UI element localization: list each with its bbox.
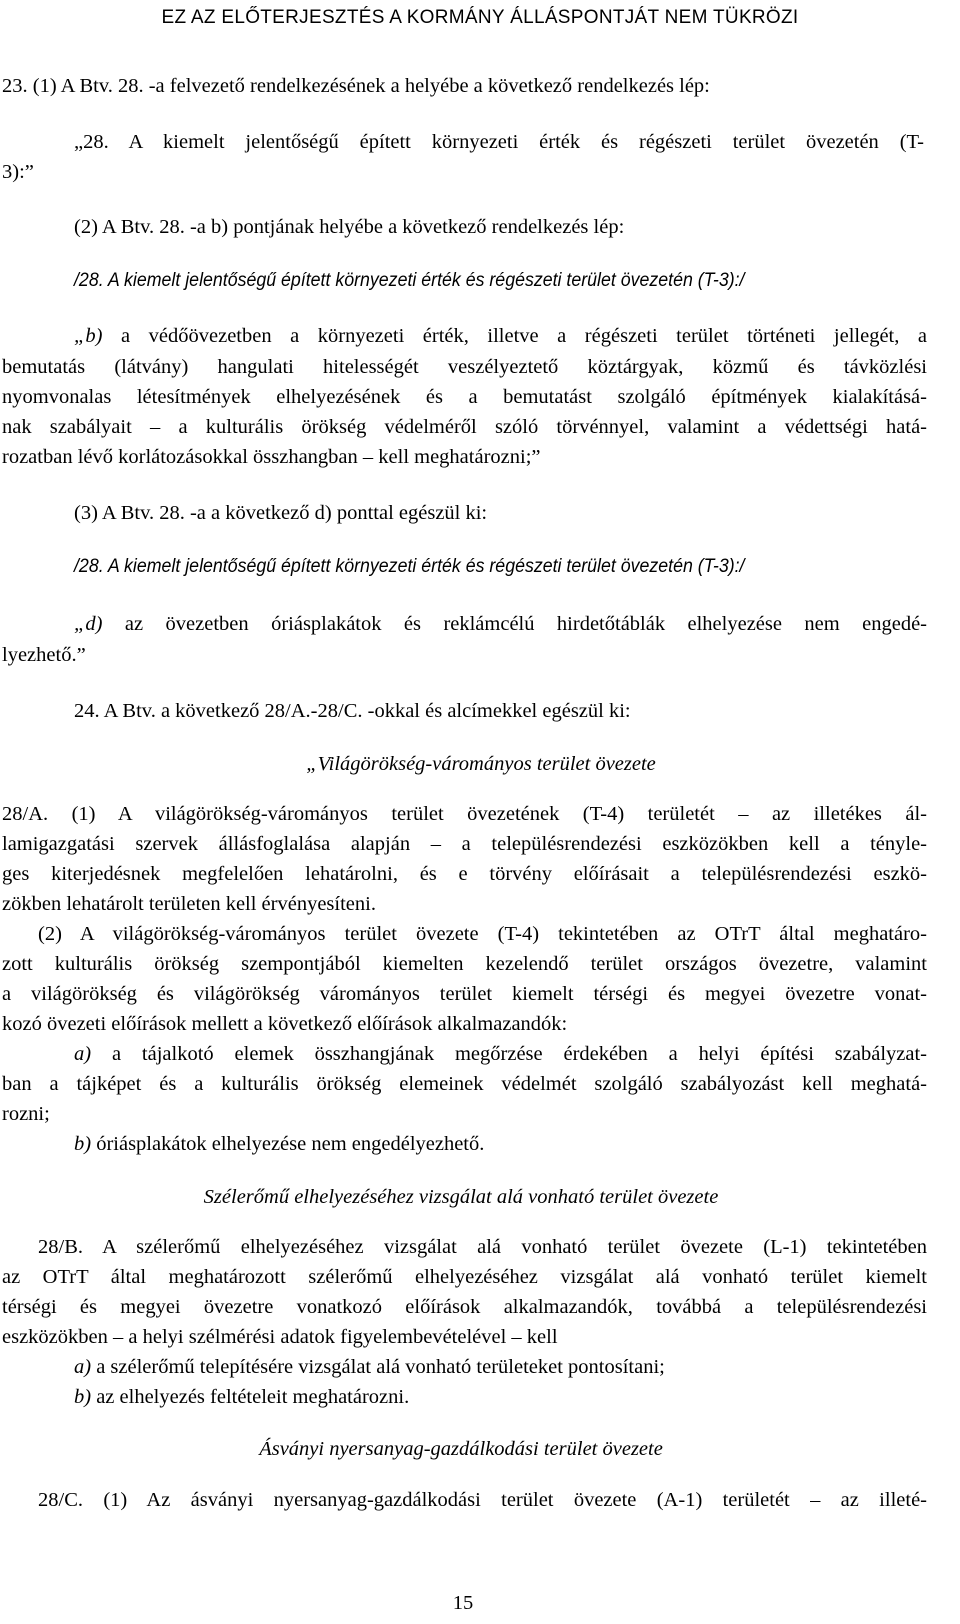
point-b-text: a védőövezetben a környezeti érték, illetve a régészeti terület történeti jellegét, a — [121, 325, 927, 347]
item-28b-b-label: b) — [74, 1386, 92, 1408]
section-28a-line4: zökben lehatárolt területen kell érvényesíteni. — [2, 893, 376, 915]
item-a-line3: rozni; — [2, 1103, 50, 1125]
point-d-line1 — [74, 614, 927, 635]
item-28b-a-label: a) — [74, 1356, 92, 1378]
paragraph-23-1: 23. (1) A Btv. 28. -a felvezető rendelkezésének a helyébe a következő rendelkezés lép: — [2, 75, 710, 97]
item-a-label: a) — [74, 1043, 92, 1065]
context-line-1: /28. A kiemelt jelentőségű épített környezeti érték és régészeti terület övezetén (T-3):/ — [74, 270, 745, 291]
quote-28-line2: 3):” — [2, 161, 34, 183]
section-28a-2-line4: kozó övezeti előírások mellett a következő előírások alkalmazandók: — [2, 1013, 568, 1035]
subtitle-world-heritage: „Világörökség-várományos terület övezete — [306, 753, 656, 775]
point-d-text: az övezetben óriásplakátok és reklámcélú hirdetőtáblák elhelyezése nem engedé- — [124, 613, 927, 635]
item-28b-a-text: a szélerőmű telepítésére vizsgálat alá vonható területeket pontosítani; — [96, 1356, 665, 1378]
section-28a-2-line2: zott kulturális örökség szempontjából kiemelten kezelendő terület országos övezetre, valamint — [2, 953, 927, 975]
item-b-label: b) — [74, 1133, 92, 1155]
quote-28-line1: „28. A kiemelt jelentőségű épített környezeti érték és régészeti terület övezetén (T- — [74, 131, 924, 153]
point-b-line4: nak szabályait – a kulturális örökség védelméről szóló törvénnyel, valamint a védettségi hatá- — [2, 416, 927, 438]
point-b-line5: rozatban lévő korlátozásokkal összhangban – kell meghatározni;” — [2, 446, 541, 468]
item-28b-b — [74, 1387, 409, 1408]
item-b-text: óriásplakátok elhelyezése nem engedélyezhető. — [96, 1133, 485, 1155]
point-b-line2: bemutatás (látvány) hangulati hitelességét veszélyeztető köztárgyak, közmű és távközlési — [2, 356, 927, 378]
section-28a-line2: lamigazgatási szervek állásfoglalása alapján – a településrendezési eszközökben kell a tényle- — [2, 833, 927, 855]
section-28a-line3: ges kiterjedésnek megfelelően lehatárolni, és e törvény előírásait a településrendezési eszkö- — [2, 863, 927, 885]
section-28b-line3: térségi és megyei övezetre vonatkozó előírások alkalmazandók, továbbá a településrendezési — [2, 1296, 927, 1318]
item-a-line1 — [74, 1044, 927, 1065]
point-d-label: „d) — [74, 613, 103, 635]
paragraph-23-3: (3) A Btv. 28. -a a következő d) ponttal egészül ki: — [74, 502, 488, 524]
section-28a-2-line1: (2) A világörökség-várományos terület övezete (T-4) tekintetében az OTrT által meghatáro- — [38, 923, 927, 945]
page-header: EZ AZ ELŐTERJESZTÉS A KORMÁNY ÁLLÁSPONTJÁT NEM TÜKRÖZI — [161, 7, 799, 28]
point-b-line1 — [74, 326, 927, 347]
item-28b-a — [74, 1357, 665, 1378]
context-line-2: /28. A kiemelt jelentőségű épített környezeti érték és régészeti terület övezetén (T-3):/ — [74, 556, 745, 577]
item-b-line1 — [74, 1134, 484, 1155]
item-28b-b-text: az elhelyezés feltételeit meghatározni. — [96, 1386, 410, 1408]
subtitle-mineral-resources: Ásványi nyersanyag-gazdálkodási terület övezete — [259, 1438, 663, 1460]
point-b-label: „b) — [74, 325, 103, 347]
item-a-line2: ban a tájképet és a kulturális örökség elemeinek védelmét szolgáló szabályozást kell meghatá- — [2, 1073, 927, 1095]
section-28c-line1: 28/C. (1) Az ásványi nyersanyag-gazdálkodási terület övezete (A-1) területét – az illeté- — [38, 1489, 927, 1511]
point-b-line3: nyomvonalas létesítmények elhelyezésének és a bemutatást szolgáló építmények kialakításá- — [2, 386, 927, 408]
section-28b-line4: eszközökben – a helyi szélmérési adatok figyelembevételével – kell — [2, 1326, 558, 1348]
subtitle-wind-turbine: Szélerőmű elhelyezéséhez vizsgálat alá vonható terület övezete — [203, 1186, 719, 1208]
item-a-text: a tájalkotó elemek összhangjának megőrzése érdekében a helyi építési szabályzat- — [111, 1043, 927, 1065]
point-d-line2: lyezhető.” — [2, 644, 86, 666]
section-28a-line1: 28/A. (1) A világörökség-várományos terület övezetének (T-4) területét – az illetékes ál- — [2, 803, 927, 825]
section-28b-line2: az OTrT által meghatározott szélerőmű elhelyezéséhez vizsgálat alá vonható terület kiemelt — [2, 1266, 927, 1288]
paragraph-24: 24. A Btv. a következő 28/A.-28/C. -okkal és alcímekkel egészül ki: — [74, 700, 631, 722]
section-28b-line1: 28/B. A szélerőmű elhelyezéséhez vizsgálat alá vonható terület övezete (L-1) tekintetében — [38, 1236, 927, 1258]
paragraph-23-2: (2) A Btv. 28. -a b) pontjának helyébe a következő rendelkezés lép: — [74, 216, 625, 238]
page-number: 15 — [452, 1592, 474, 1614]
section-28a-2-line3: a világörökség és világörökség várományos terület kiemelt térségi és megyei övezetre vonat- — [2, 983, 927, 1005]
